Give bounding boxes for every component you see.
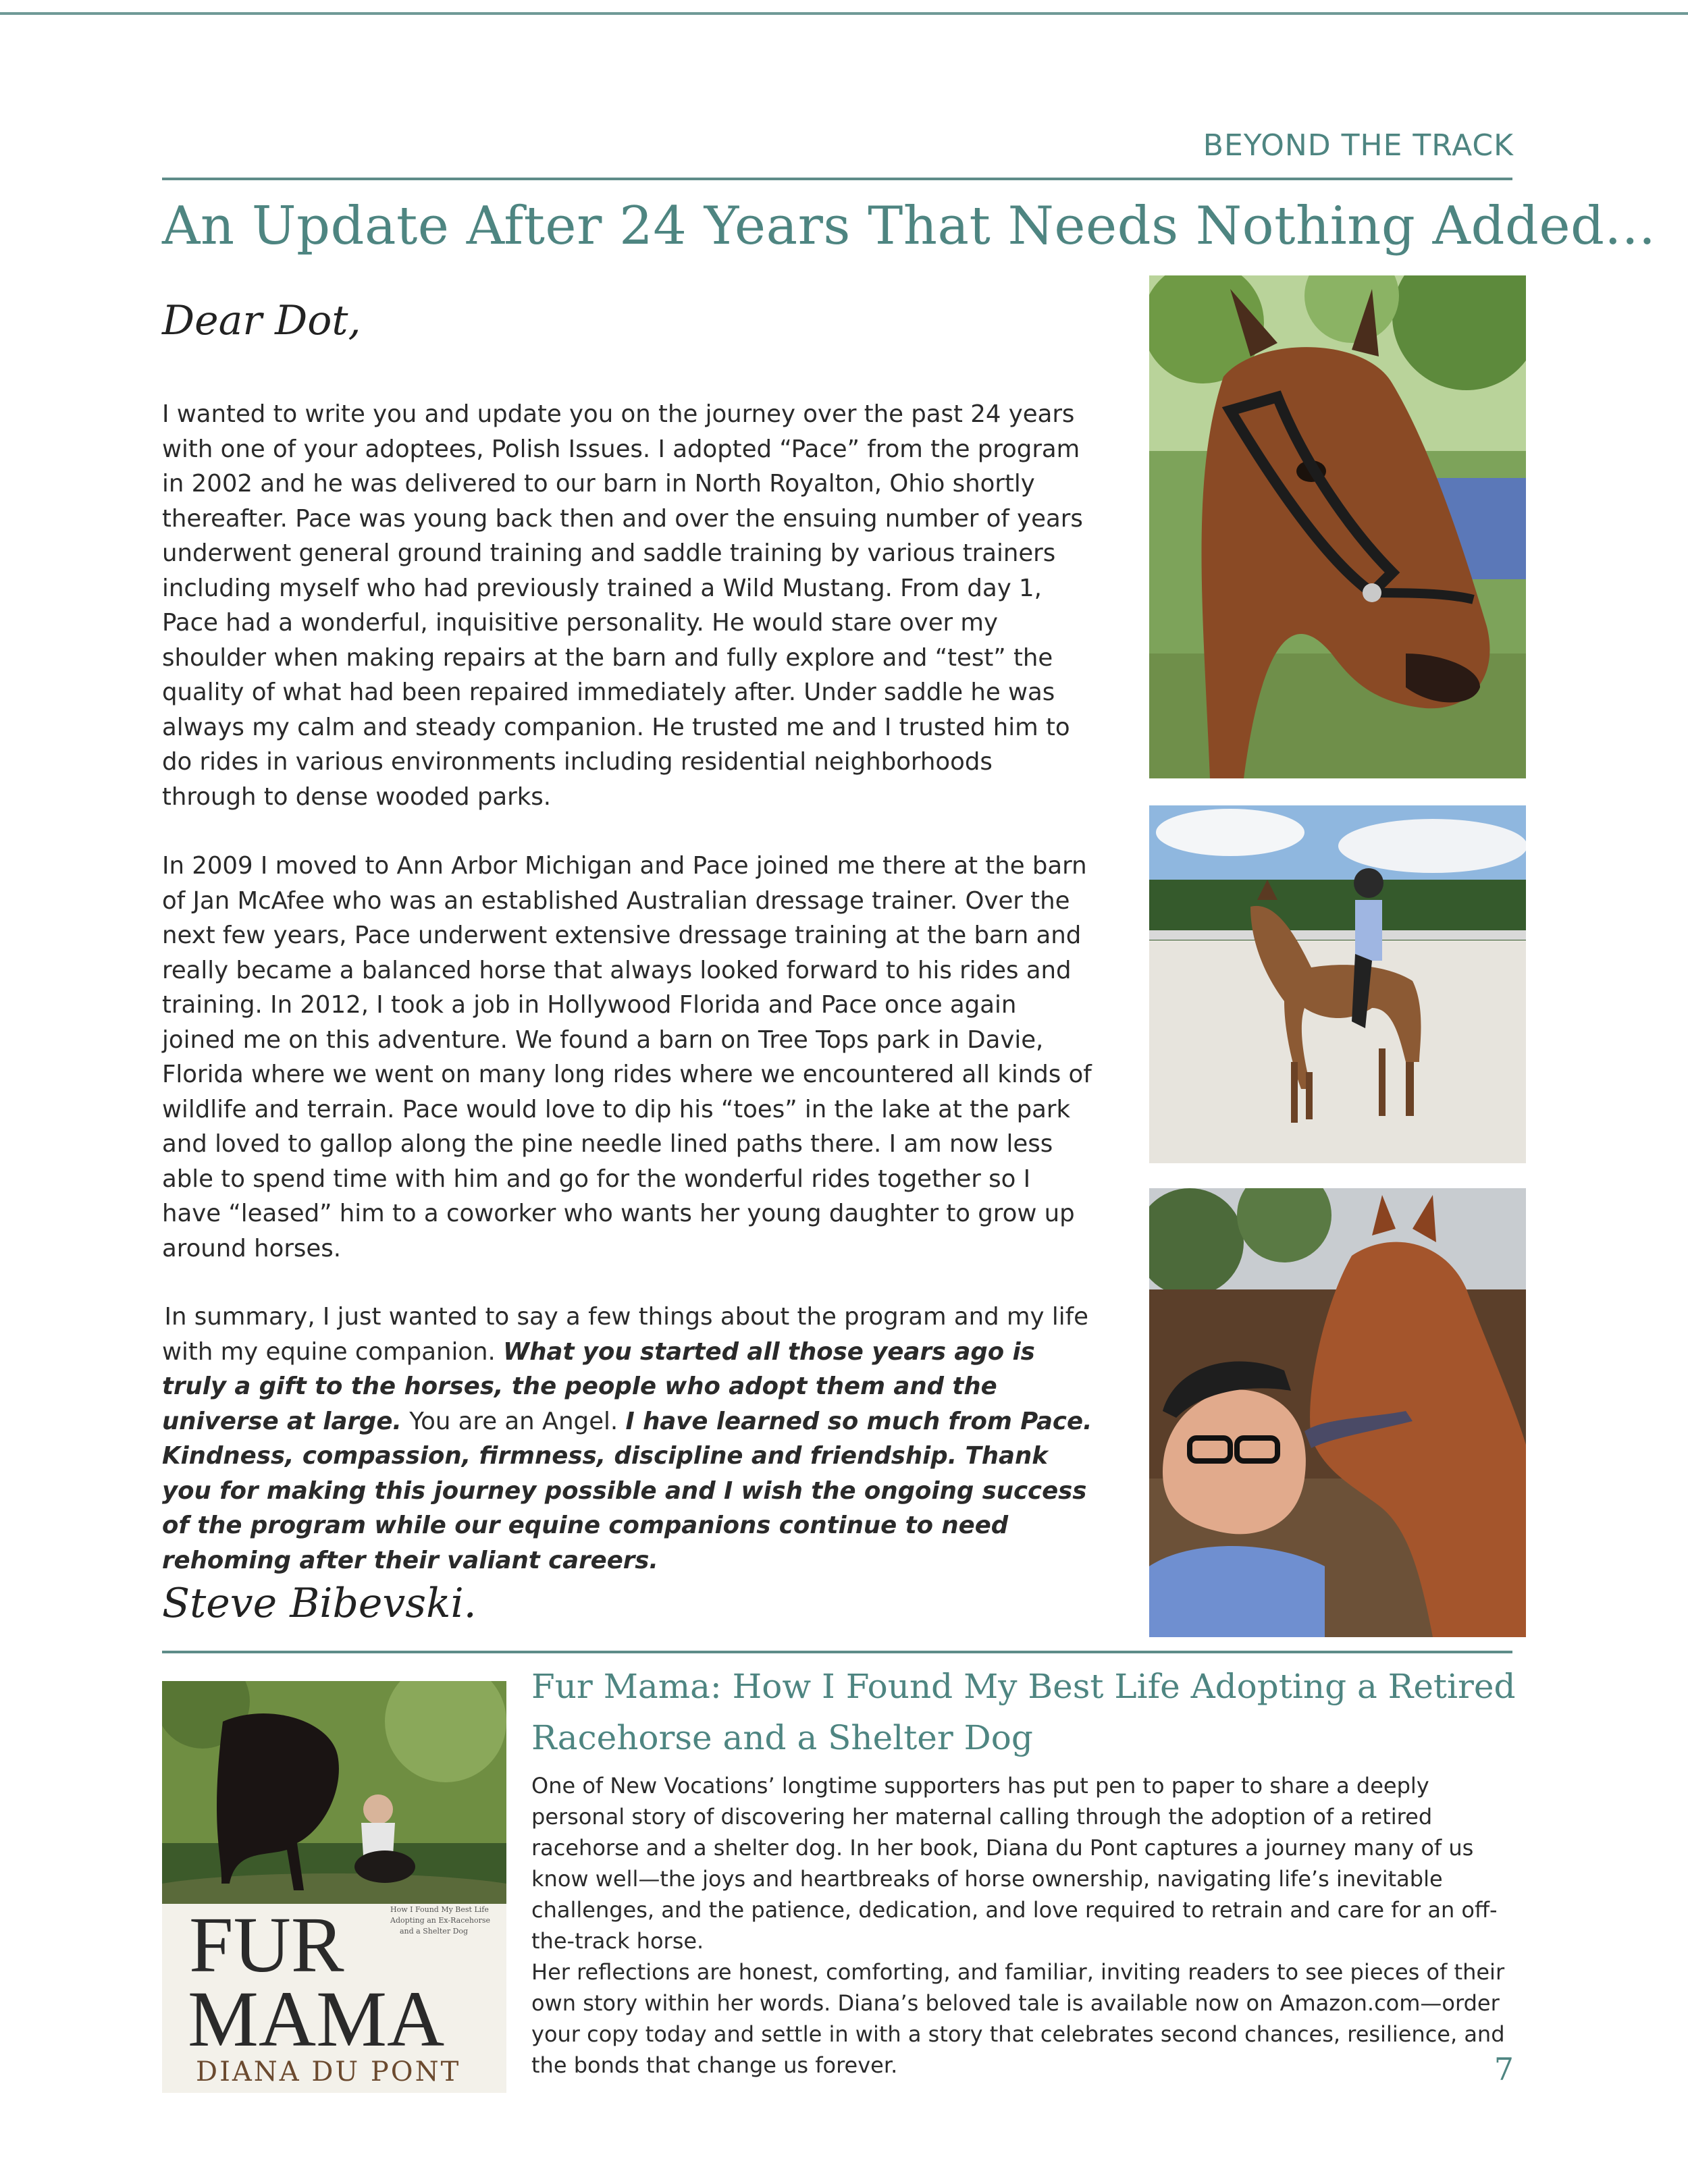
section-divider-rule [162, 1651, 1512, 1653]
paragraph-3-intro: In summary, I just wanted to say a few things about the program and my life with my equine companion. [162, 1303, 1088, 1366]
top-border [0, 0, 1688, 15]
book-cover-subtitle-line-1: How I Found My Best Life [390, 1905, 489, 1914]
letter-paragraph-2 [162, 849, 1094, 1266]
header-rule [162, 178, 1512, 180]
letter-paragraph-3-text [162, 1300, 1094, 1578]
book-cover-fur-mama [162, 1681, 506, 2093]
promo-title: Fur Mama: How I Found My Best Life Adopting a Retired Racehorse and a Shelter Dog [531, 1667, 1516, 1757]
book-cover-subtitle-line-2: Adopting an Ex-Racehorse [390, 1916, 490, 1925]
promo-paragraph-1: One of New Vocations’ longtime supporters has put pen to paper to share a deeply personal story of discovering her maternal calling through the adoption of a retired racehorse and a shelter dog. In her book, Diana du Pont captures a journey many of us know well—the joys and heartbreaks of horse ownership, navigating life’s inevitable challenges, and the patience, dedication, and love required to retrain and care for an off-the-track horse. [531, 1773, 1498, 1954]
paragraph-3-bold-1: What you started all those years ago is truly a gift to the horses, the people who adopt them and the universe at large. [162, 1337, 1035, 1435]
paragraph-3-bold-2: I have learned so much from Pace. Kindness, compassion, firmness, discipline and friendship. Thank you for making this journey possible and I wish the ongoing success of the program while our equine companions continue to need rehoming after their valiant careers. [162, 1407, 1092, 1574]
page-number: 7 [1494, 2051, 1514, 2087]
book-cover-subtitle-line-3: and a Shelter Dog [400, 1927, 469, 1936]
photo-rider-arena [1149, 805, 1526, 1163]
photo-man-with-horse [1149, 1188, 1526, 1637]
letter-paragraph-1-text: I wanted to write you and update you on the journey over the past 24 years with one of your adoptees, Polish Issues. I adopted “Pace” from the program in 2002 and he was delivered to our barn in North Royalton, Ohio shortly thereafter. Pace was young back then and over the ensuing number of years underwent general ground training and saddle training by various trainers including myself who had previously trained a Wild Mustang. From day 1, Pace had a wonderful, inquisitive personality. He would stare over my shoulder when making repairs at the barn and fully explore and “test” the quality of what had been repaired immediately after. Under saddle he was always my calm and steady companion. He trusted me and I trusted him to do rides in various environments including residential neighborhoods through to dense wooded parks. [162, 400, 1083, 811]
paragraph-3-mid: You are an Angel. [401, 1407, 626, 1435]
promo-body [531, 1770, 1517, 2081]
article-headline: An Update After 24 Years That Needs Nothing Added... [162, 196, 1656, 257]
photo-horse-portrait [1149, 275, 1526, 778]
book-cover-author: DIANA DU PONT [196, 2056, 461, 2087]
letter-paragraph-2-text: In 2009 I moved to Ann Arbor Michigan and Pace joined me there at the barn of Jan McAfee who was an established Australian dressage trainer. Over the next few years, Pace underwent extensive dressage training at the barn and really became a balanced horse that always looked forward to his rides and training. In 2012, I took a job in Hollywood Florida and Pace once again joined me on this adventure. We found a barn on Tree Tops park in Davie, Florida where we went on many long rides where we encountered all kinds of wildlife and terrain. Pace would love to dip his “toes” in the lake at the park and loved to gallop along the pine needle lined paths there. I am now less able to spend time with him and go for the wonderful rides together so I have “leased” him to a coworker who wants her young daughter to grow up around horses. [162, 852, 1092, 1262]
book-cover-title-line-1: FUR [189, 1900, 344, 1989]
letter-paragraph-3 [162, 1300, 1094, 1578]
letter-signature: Steve Bibevski. [162, 1580, 477, 1627]
letter-paragraph-1 [162, 397, 1094, 814]
book-cover-title-line-2: MAMA [188, 1975, 445, 2063]
promo-paragraph-2: Her reflections are honest, comforting, and familiar, inviting readers to see pieces of their own story within her words. Diana’s beloved tale is available now on Amazon.com—order your copy today and settle in with a story that celebrates second chances, resilience, and the bonds that change us forever. [531, 1959, 1505, 2078]
letter-salutation: Dear Dot, [162, 297, 361, 344]
section-label: BEYOND THE TRACK [1203, 128, 1514, 163]
